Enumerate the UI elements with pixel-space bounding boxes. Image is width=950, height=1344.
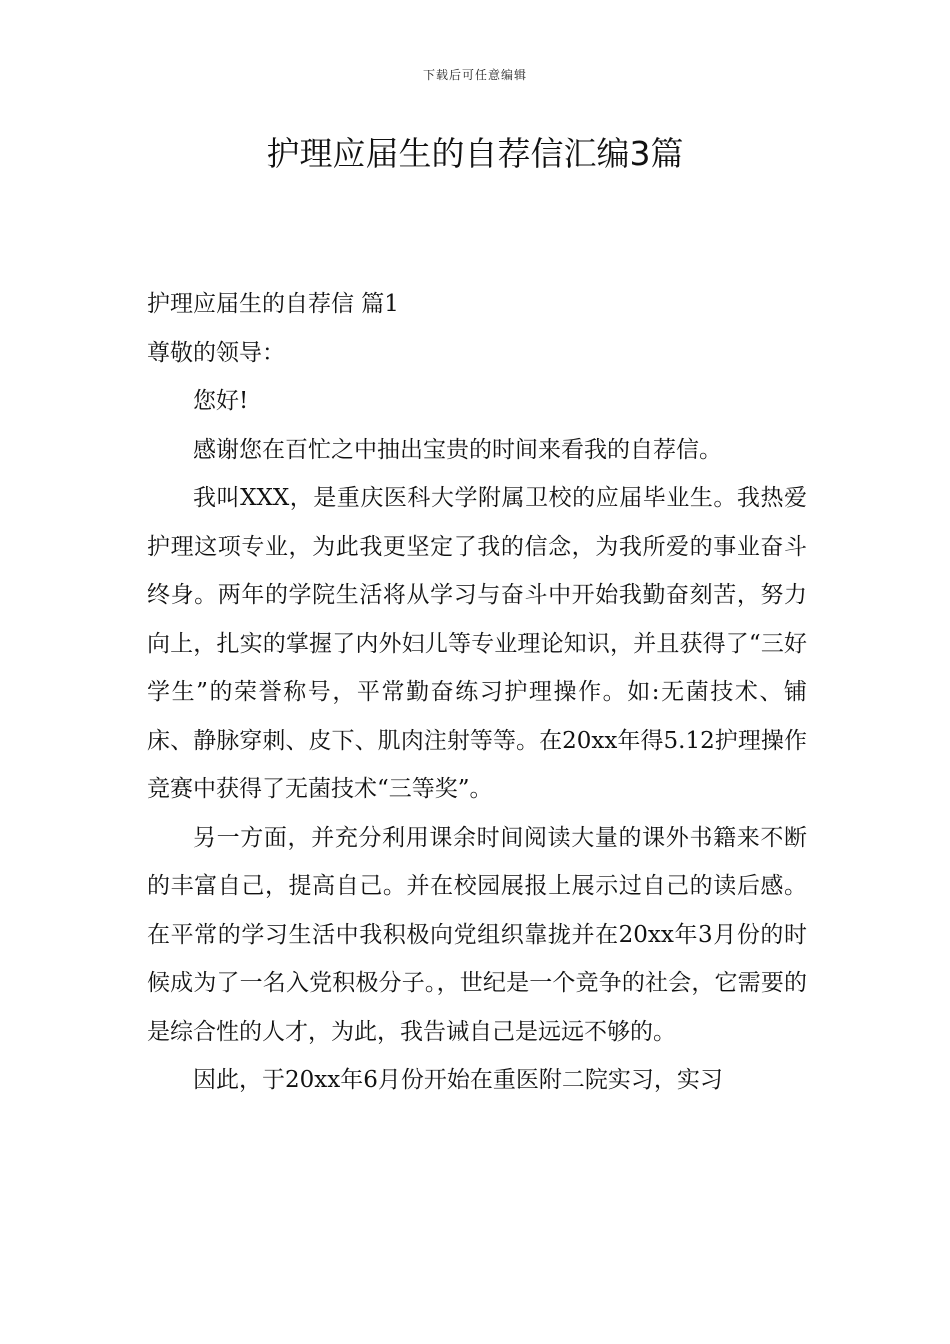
paragraph-2: 我叫XXX，是重庆医科大学附属卫校的应届毕业生。我热爱护理这项专业，为此我更坚定了我的信念，为我所爱的事业奋斗终身。两年的学院生活将从学习与奋斗中开始我勤奋刻苦，努力向上，扎实的掌握了内外妇儿等专业理论知识，并且获得了“三好学生”的荣誉称号，平常勤奋练习护理操作。如:无菌技术、铺床、静脉穿刺、皮下、肌肉注射等等。在20xx年得5.12护理操作竞赛中获得了无菌技术“三等奖”。 — [147, 485, 807, 802]
greeting: 您好! — [193, 388, 249, 414]
document-body — [147, 280, 807, 1105]
paragraph-4: 因此，于20xx年6月份开始在重医附二院实习，实习 — [193, 1067, 723, 1093]
header-note: 下载后可任意编辑 — [422, 68, 527, 82]
document-title: 护理应届生的自荐信汇编3篇 — [266, 134, 684, 173]
paragraph-3: 另一方面，并充分利用课余时间阅读大量的课外书籍来不断的丰富自己，提高自己。并在校园展报上展示过自己的读后感。在平常的学习生活中我积极向党组织靠拢并在20xx年3月份的时候成为了一名入党积极分子。，世纪是一个竞争的社会，它需要的是综合性的人才，为此，我告诫自己是远远不够的。 — [147, 824, 807, 1045]
paragraph-1: 感谢您在百忙之中抽出宝贵的时间来看我的自荐信。 — [193, 436, 722, 463]
section-heading: 护理应届生的自荐信 篇1 — [147, 291, 399, 317]
salutation: 尊敬的领导： — [147, 339, 285, 366]
